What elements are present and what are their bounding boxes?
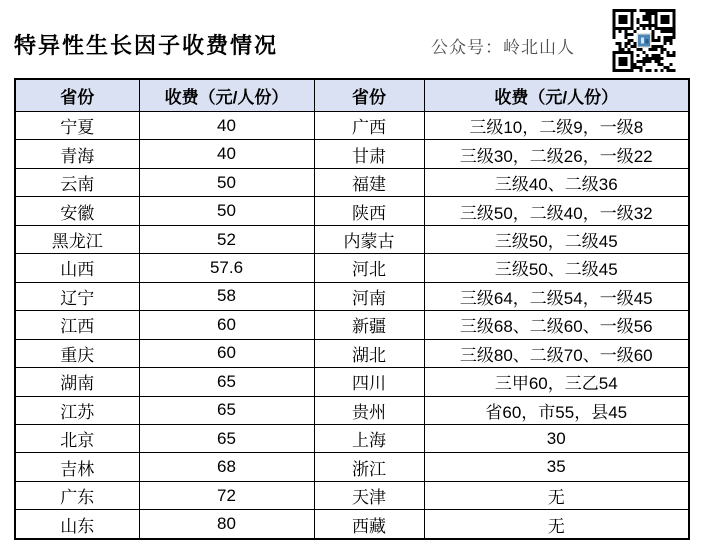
fee-cell: 40 (139, 140, 314, 168)
table-row (15, 168, 689, 196)
table-row (15, 311, 689, 339)
province-cell: 安徽 (15, 197, 139, 225)
province-cell: 广西 (314, 112, 424, 140)
province-cell: 湖南 (15, 368, 139, 396)
province-cell: 吉林 (15, 453, 139, 481)
qr-code-icon (611, 9, 677, 72)
fee-cell: 三级40、二级36 (424, 168, 689, 196)
province-cell: 上海 (314, 424, 424, 452)
col-header-fee-right: 收费（元/人份） (424, 79, 689, 112)
province-cell: 天津 (314, 481, 424, 509)
fee-cell: 50 (139, 168, 314, 196)
province-cell: 贵州 (314, 396, 424, 424)
province-cell: 辽宁 (15, 282, 139, 310)
province-cell: 福建 (314, 168, 424, 196)
fee-cell: 三甲60，三乙54 (424, 368, 689, 396)
fee-cell: 80 (139, 510, 314, 539)
province-cell: 青海 (15, 140, 139, 168)
province-cell: 广东 (15, 481, 139, 509)
province-cell: 山西 (15, 254, 139, 282)
fee-cell: 68 (139, 453, 314, 481)
province-cell: 宁夏 (15, 112, 139, 140)
fee-cell: 58 (139, 282, 314, 310)
fee-cell: 57.6 (139, 254, 314, 282)
table-header-row (15, 79, 689, 112)
province-cell: 新疆 (314, 311, 424, 339)
table-row (15, 112, 689, 140)
fee-cell: 三级10，二级9，一级8 (424, 112, 689, 140)
table-row (15, 197, 689, 225)
province-cell: 甘肃 (314, 140, 424, 168)
province-cell: 黑龙江 (15, 225, 139, 253)
table-row (15, 396, 689, 424)
province-cell: 西藏 (314, 510, 424, 539)
fee-cell: 65 (139, 424, 314, 452)
fee-cell: 三级64，二级54，一级45 (424, 282, 689, 310)
table-row (15, 140, 689, 168)
page-title: 特异性生长因子收费情况 (14, 33, 279, 58)
province-cell: 河北 (314, 254, 424, 282)
col-header-province-left: 省份 (15, 79, 139, 112)
fee-cell: 30 (424, 424, 689, 452)
province-cell: 陕西 (314, 197, 424, 225)
table-row (15, 481, 689, 509)
fee-cell: 三级68、二级60、一级56 (424, 311, 689, 339)
province-cell: 山东 (15, 510, 139, 539)
province-cell: 四川 (314, 368, 424, 396)
province-cell: 江苏 (15, 396, 139, 424)
col-header-province-right: 省份 (314, 79, 424, 112)
fee-cell: 40 (139, 112, 314, 140)
province-cell: 云南 (15, 168, 139, 196)
table-row (15, 225, 689, 253)
fee-cell: 60 (139, 339, 314, 367)
table-row (15, 254, 689, 282)
province-cell: 北京 (15, 424, 139, 452)
province-cell: 河南 (314, 282, 424, 310)
table-row (15, 368, 689, 396)
province-cell: 江西 (15, 311, 139, 339)
fee-cell: 三级50、二级45 (424, 254, 689, 282)
fee-cell: 65 (139, 368, 314, 396)
fee-cell: 52 (139, 225, 314, 253)
province-cell: 内蒙古 (314, 225, 424, 253)
fee-cell: 72 (139, 481, 314, 509)
table-row (15, 453, 689, 481)
fee-cell: 三级80、二级70、一级60 (424, 339, 689, 367)
fee-cell: 三级50，二级45 (424, 225, 689, 253)
province-cell: 浙江 (314, 453, 424, 481)
table-row (15, 339, 689, 367)
fee-cell: 50 (139, 197, 314, 225)
col-header-fee-left: 收费（元/人份） (139, 79, 314, 112)
fee-cell: 无 (424, 510, 689, 539)
fee-cell: 省60，市55，县45 (424, 396, 689, 424)
province-cell: 重庆 (15, 339, 139, 367)
fee-cell: 35 (424, 453, 689, 481)
fee-table (14, 78, 690, 540)
fee-cell: 三级50，二级40，一级32 (424, 197, 689, 225)
province-cell: 湖北 (314, 339, 424, 367)
fee-cell: 60 (139, 311, 314, 339)
fee-cell: 三级30，二级26，一级22 (424, 140, 689, 168)
table-row (15, 510, 689, 539)
fee-cell: 无 (424, 481, 689, 509)
watermark-account-label: 公众号：岭北山人 (431, 38, 575, 57)
table-row (15, 282, 689, 310)
fee-cell: 65 (139, 396, 314, 424)
table-row (15, 424, 689, 452)
